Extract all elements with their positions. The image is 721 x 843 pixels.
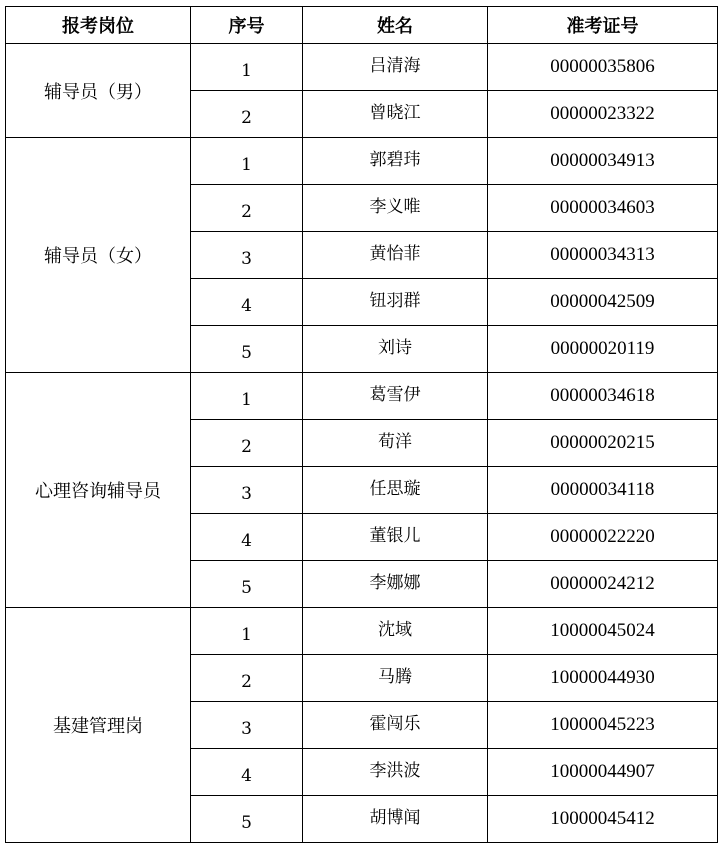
name-cell: 荀洋: [303, 420, 488, 467]
exam-id-cell: 00000020215: [488, 420, 718, 467]
exam-id-cell: 10000045223: [488, 702, 718, 749]
header-name: 姓名: [303, 7, 488, 44]
name-cell: 郭碧玮: [303, 138, 488, 185]
exam-id-cell: 10000045024: [488, 608, 718, 655]
table-row: [6, 373, 718, 420]
position-cell: 辅导员（女）: [6, 138, 191, 373]
header-exam-id: 准考证号: [488, 7, 718, 44]
exam-id-cell: 10000044907: [488, 749, 718, 796]
exam-id-cell: 00000042509: [488, 279, 718, 326]
table-row: [6, 608, 718, 655]
header-row: [6, 7, 718, 44]
position-cell: 心理咨询辅导员: [6, 373, 191, 608]
name-cell: 曾晓江: [303, 91, 488, 138]
seq-cell: 4: [191, 514, 303, 561]
exam-id-cell: 00000022220: [488, 514, 718, 561]
name-cell: 吕清海: [303, 44, 488, 91]
position-cell: 基建管理岗: [6, 608, 191, 843]
name-cell: 董银儿: [303, 514, 488, 561]
seq-cell: 3: [191, 467, 303, 514]
table-body: [6, 44, 718, 843]
table-row: [6, 44, 718, 91]
name-cell: 任思璇: [303, 467, 488, 514]
seq-cell: 5: [191, 326, 303, 373]
exam-id-cell: 00000034313: [488, 232, 718, 279]
seq-cell: 1: [191, 608, 303, 655]
position-cell: 辅导员（男）: [6, 44, 191, 138]
seq-cell: 4: [191, 279, 303, 326]
exam-id-cell: 00000034603: [488, 185, 718, 232]
seq-cell: 5: [191, 561, 303, 608]
name-cell: 黄怡菲: [303, 232, 488, 279]
name-cell: 刘诗: [303, 326, 488, 373]
header-seq: 序号: [191, 7, 303, 44]
seq-cell: 1: [191, 44, 303, 91]
name-cell: 钮羽群: [303, 279, 488, 326]
seq-cell: 5: [191, 796, 303, 843]
name-cell: 马腾: [303, 655, 488, 702]
seq-cell: 4: [191, 749, 303, 796]
name-cell: 沈域: [303, 608, 488, 655]
table-row: [6, 138, 718, 185]
name-cell: 李义唯: [303, 185, 488, 232]
seq-cell: 3: [191, 702, 303, 749]
name-cell: 李洪波: [303, 749, 488, 796]
name-cell: 李娜娜: [303, 561, 488, 608]
exam-id-cell: 00000034118: [488, 467, 718, 514]
seq-cell: 2: [191, 185, 303, 232]
seq-cell: 2: [191, 655, 303, 702]
exam-id-cell: 00000034913: [488, 138, 718, 185]
name-cell: 霍闯乐: [303, 702, 488, 749]
header-position: 报考岗位: [6, 7, 191, 44]
exam-id-cell: 00000023322: [488, 91, 718, 138]
seq-cell: 1: [191, 373, 303, 420]
exam-id-cell: 00000024212: [488, 561, 718, 608]
exam-id-cell: 00000034618: [488, 373, 718, 420]
candidate-table: [5, 6, 718, 843]
seq-cell: 3: [191, 232, 303, 279]
exam-id-cell: 10000045412: [488, 796, 718, 843]
seq-cell: 2: [191, 420, 303, 467]
name-cell: 胡博闻: [303, 796, 488, 843]
seq-cell: 2: [191, 91, 303, 138]
name-cell: 葛雪伊: [303, 373, 488, 420]
seq-cell: 1: [191, 138, 303, 185]
exam-id-cell: 00000020119: [488, 326, 718, 373]
exam-id-cell: 10000044930: [488, 655, 718, 702]
exam-id-cell: 00000035806: [488, 44, 718, 91]
